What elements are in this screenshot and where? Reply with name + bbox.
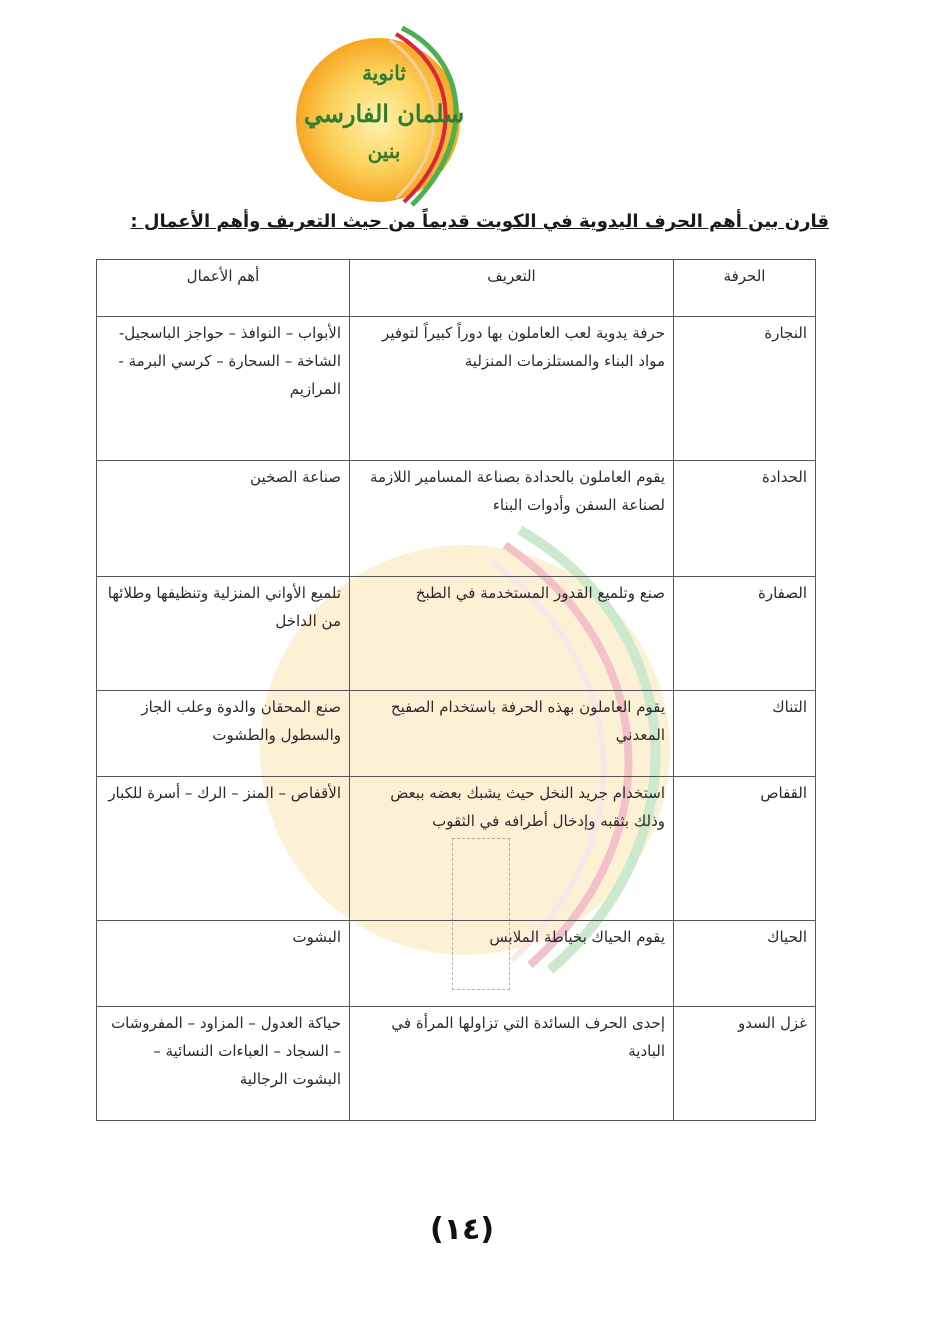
craft-works: حياكة العدول – المزاود – المفروشات – السجاد – العباءات النسائية – البشوت الرجالية bbox=[97, 1007, 350, 1121]
page-heading: قارن بين أهم الحرف اليدوية في الكويت قديماً من حيث التعريف وأهم الأعمال : bbox=[130, 211, 829, 232]
craft-definition: صنع وتلميع القدور المستخدمة في الطبخ bbox=[350, 577, 674, 691]
header-works: أهم الأعمال bbox=[97, 260, 350, 317]
table-row bbox=[97, 577, 816, 691]
craft-definition: حرفة يدوية لعب العاملون بها دوراً كبيراً لتوفير مواد البناء والمستلزمات المنزلية bbox=[350, 317, 674, 461]
table-header-row bbox=[97, 260, 816, 317]
table-row bbox=[97, 691, 816, 777]
craft-works: صنع المحقان والدوة وعلب الجاز والسطول والطشوت bbox=[97, 691, 350, 777]
craft-definition: استخدام جريد النخل حيث يشبك بعضه ببعض وذلك بثقبه وإدخال أطرافه في الثقوب bbox=[350, 777, 674, 921]
craft-name: القفاص bbox=[674, 777, 816, 921]
craft-definition: يقوم الحياك بخياطة الملابس bbox=[350, 921, 674, 1007]
header-craft: الحرفة bbox=[674, 260, 816, 317]
craft-works: الأقفاص – المنز – الرك – أسرة للكبار bbox=[97, 777, 350, 921]
table-row bbox=[97, 1007, 816, 1121]
logo-line-2: سلمان الفارسي bbox=[303, 99, 465, 128]
craft-works: الأبواب – النوافذ – حواجز الباسجيل- الشاخة – السحارة – كرسي البرمة - المرازيم bbox=[97, 317, 350, 461]
craft-name: الصفارة bbox=[674, 577, 816, 691]
craft-definition: يقوم العاملون بالحدادة بصناعة المسامير اللازمة لصناعة السفن وأدوات البناء bbox=[350, 461, 674, 577]
craft-name: النجارة bbox=[674, 317, 816, 461]
school-logo bbox=[292, 20, 482, 210]
craft-works: صناعة الصخين bbox=[97, 461, 350, 577]
craft-name: غزل السدو bbox=[674, 1007, 816, 1121]
craft-definition: يقوم العاملون بهذه الحرفة باستخدام الصفيح المعدني bbox=[350, 691, 674, 777]
craft-works: البشوت bbox=[97, 921, 350, 1007]
page-number: (١٤) bbox=[430, 1212, 495, 1247]
header-definition: التعريف bbox=[350, 260, 674, 317]
craft-definition: إحدى الحرف السائدة التي تزاولها المرأة في البادية bbox=[350, 1007, 674, 1121]
faint-stamp-mark bbox=[452, 838, 510, 990]
logo-line-3: بنين bbox=[367, 139, 401, 163]
craft-works: تلميع الأواني المنزلية وتنظيفها وطلائها من الداخل bbox=[97, 577, 350, 691]
table-row bbox=[97, 461, 816, 577]
craft-name: الحياك bbox=[674, 921, 816, 1007]
craft-name: التناك bbox=[674, 691, 816, 777]
logo-line-1: ثانوية bbox=[362, 61, 406, 85]
craft-name: الحدادة bbox=[674, 461, 816, 577]
crafts-comparison-table bbox=[96, 259, 816, 1121]
table-row bbox=[97, 317, 816, 461]
